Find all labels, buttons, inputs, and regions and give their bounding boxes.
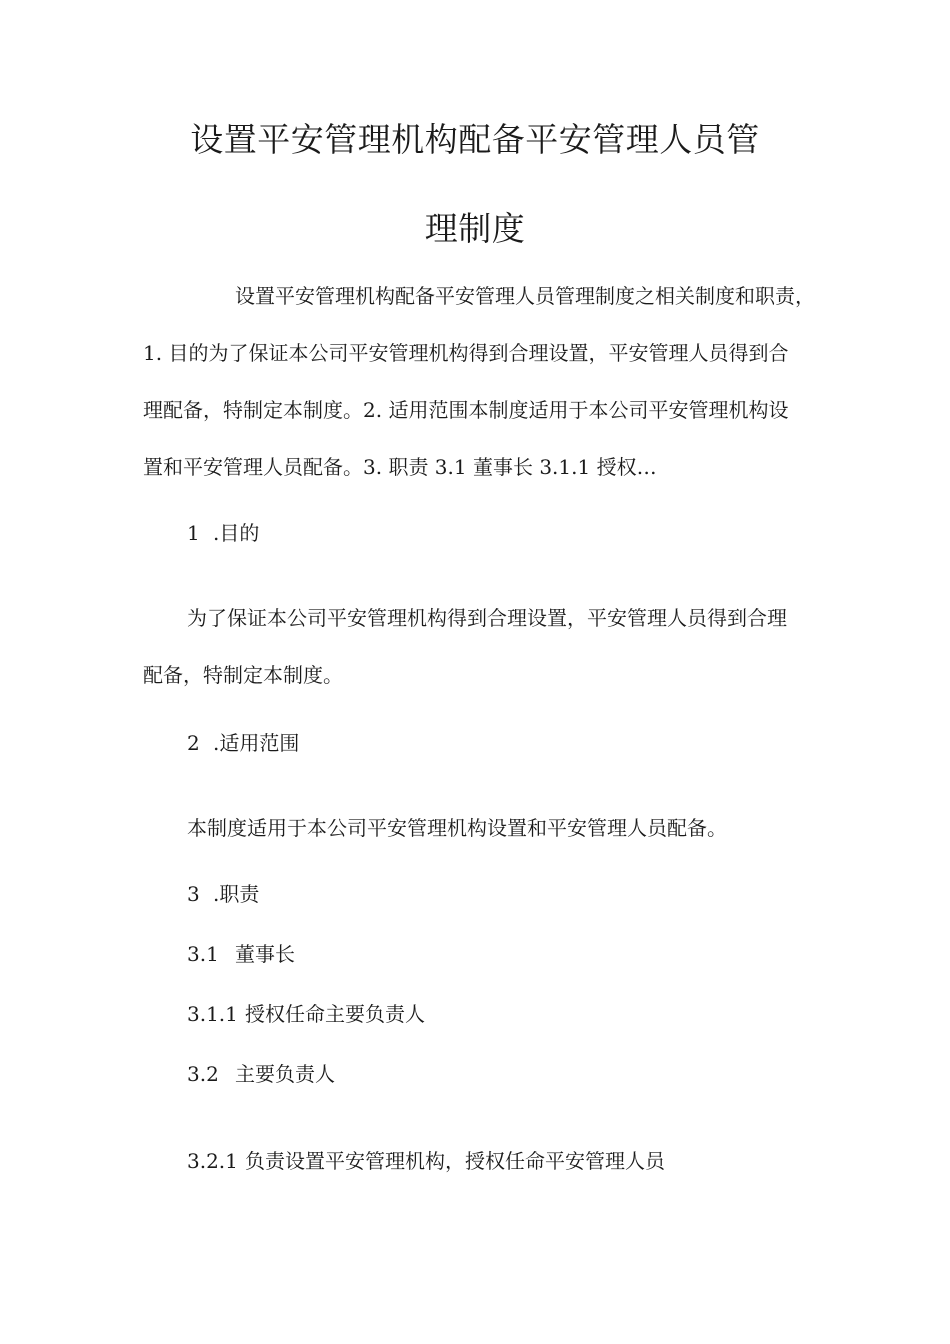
subsection-3-1-text: 董事长 <box>235 942 295 966</box>
intro-line-2: 1. 目的为了保证本公司平安管理机构得到合理设置，平安管理人员得到合 <box>143 341 789 365</box>
intro-line-4: 置和平安管理人员配备。3. 职责 3.1 董事长 3.1.1 授权… <box>143 455 657 479</box>
subsection-3-2-text: 主要负责人 <box>235 1062 335 1086</box>
subsection-3-1-1-text: 授权任命主要负责人 <box>245 1002 425 1026</box>
subsection-3-1 <box>187 940 295 968</box>
section-2-number: 2 <box>187 731 200 755</box>
section-2-heading <box>187 729 299 757</box>
section-2-paragraph: 本制度适用于本公司平安管理机构设置和平安管理人员配备。 <box>187 816 727 840</box>
document-title-line-2: 理制度 <box>424 209 526 248</box>
document-title-line-1: 设置平安管理机构配备平安管理人员管 <box>190 120 760 159</box>
section-1-paragraph-line-2: 配备，特制定本制度。 <box>143 663 343 687</box>
subsection-3-1-number: 3.1 <box>187 942 219 966</box>
subsection-3-2-1-text: 负责设置平安管理机构，授权任命平安管理人员 <box>245 1149 665 1173</box>
section-3-number: 3 <box>187 882 200 906</box>
subsection-3-2 <box>187 1060 335 1088</box>
section-2-title: .适用范围 <box>213 731 300 755</box>
section-1-paragraph-line-1: 为了保证本公司平安管理机构得到合理设置，平安管理人员得到合理 <box>187 606 787 630</box>
subsection-3-2-1-number: 3.2.1 <box>187 1149 238 1173</box>
section-3-title: .职责 <box>213 882 260 906</box>
subsection-3-2-1 <box>187 1147 665 1175</box>
section-1-number: 1 <box>187 521 200 545</box>
subsection-3-1-1-number: 3.1.1 <box>187 1002 238 1026</box>
subsection-3-2-number: 3.2 <box>187 1062 219 1086</box>
section-3-heading <box>187 880 259 908</box>
intro-line-1: 设置平安管理机构配备平安管理人员管理制度之相关制度和职责， <box>235 284 815 308</box>
subsection-3-1-1 <box>187 1000 425 1028</box>
section-1-title: .目的 <box>213 521 260 545</box>
intro-line-3: 理配备，特制定本制度。2. 适用范围本制度适用于本公司平安管理机构设 <box>143 398 789 422</box>
section-1-heading <box>187 519 259 547</box>
